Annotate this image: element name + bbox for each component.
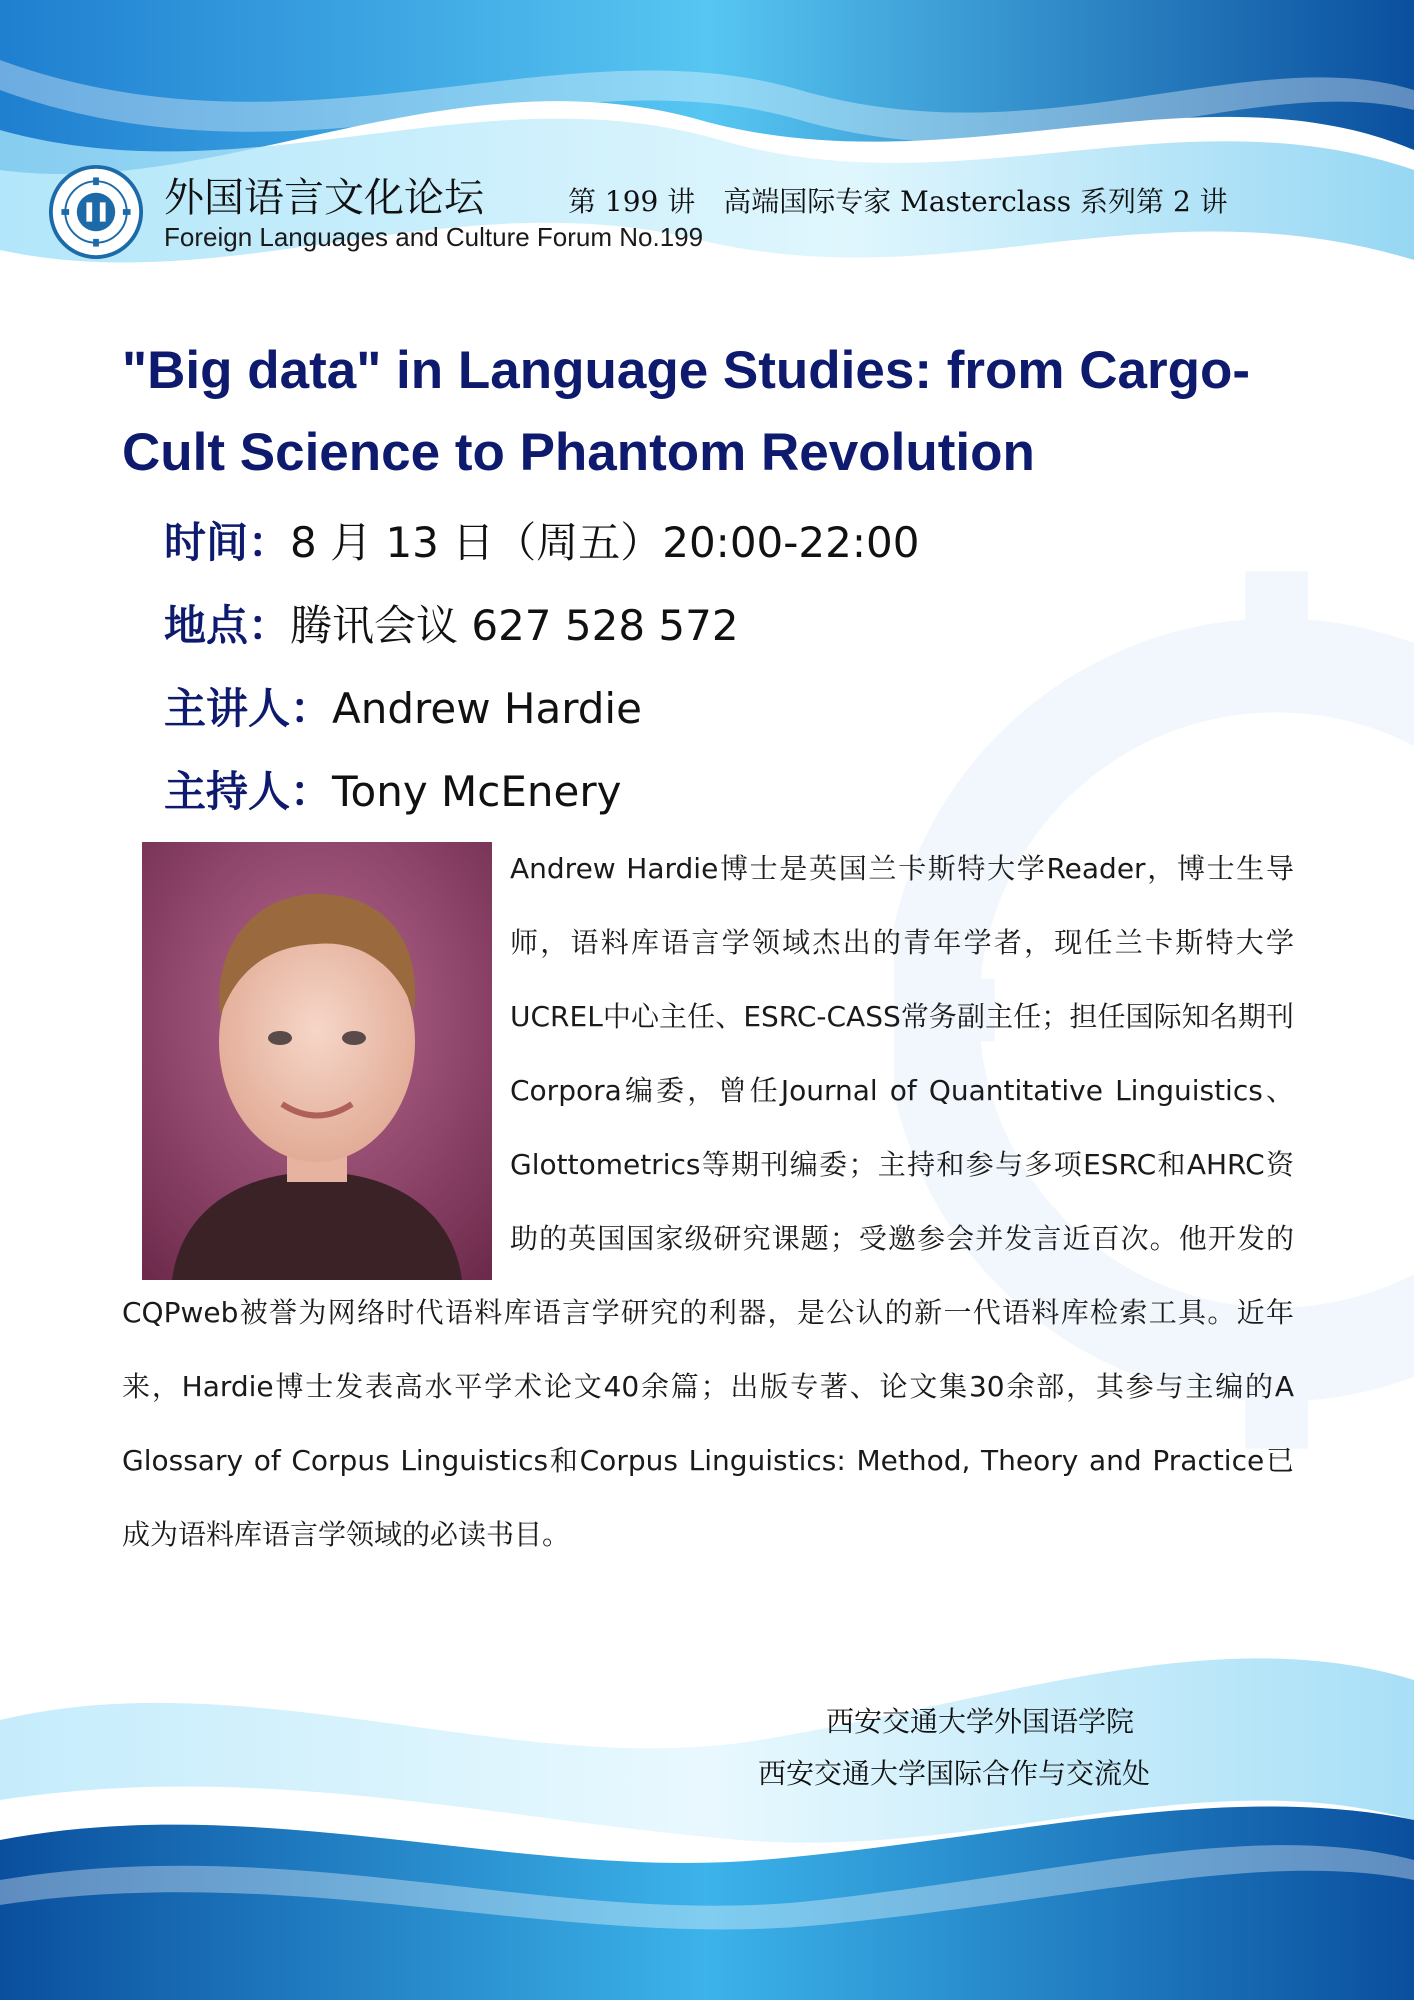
info-host: [164, 759, 622, 819]
university-seal-icon: [48, 164, 144, 260]
forum-name-en: Foreign Languages and Culture Forum No.199: [164, 222, 704, 252]
place-value: 腾讯会议 627 528 572: [290, 601, 739, 650]
organizer-1: 西安交通大学外国语学院: [826, 1705, 1135, 1738]
organizer-2: 西安交通大学国际合作与交流处: [758, 1757, 1151, 1790]
speaker-label: 主讲人：: [164, 684, 333, 733]
lecture-info: 第 199 讲 高端国际专家 Masterclass 系列第 2 讲: [568, 185, 1228, 218]
photo-spacer: [122, 832, 510, 1276]
host-value: Tony McEnery: [332, 767, 622, 816]
forum-name-cn: 外国语言文化论坛: [164, 175, 484, 221]
time-label: 时间：: [164, 518, 291, 567]
time-value: 8 月 13 日（周五）20:00-22:00: [290, 518, 920, 567]
host-label: 主持人：: [164, 767, 333, 816]
lecture-title: "Big data" in Language Studies: from Cargo-Cult Science to Phantom Revolution: [122, 341, 1250, 482]
info-place: [164, 593, 739, 653]
speaker-value: Andrew Hardie: [332, 684, 642, 733]
info-time: [164, 510, 919, 570]
info-speaker: [164, 676, 642, 736]
place-label: 地点：: [164, 601, 291, 650]
speaker-bio: [122, 832, 1294, 1572]
bio-text: Andrew Hardie博士是英国兰卡斯特大学Reader，博士生导师，语料库语言学领域杰出的青年学者，现任兰卡斯特大学UCREL中心主任、ESRC-CASS常务副主任；担任国际知名期刊Corpora编委，曾任Journal of Quantitative Linguistics、Glottometrics等期刊编委；主持和参与多项ESRC和AHRC资助的英国国家级研究课题；受邀参会并发言近百次。他开发的CQPweb被誉为网络时代语料库语言学研究的利器，是公认的新一代语料库检索工具。近年来，Hardie博士发表高水平学术论文40余篇；出版专著、论文集30余部，其参与主编的A Glossary of Corpus Linguistics和Corpus Linguistics: Method, Theory and Practice已成为语料库语言学领域的必读书目。: [122, 852, 1294, 1551]
forum-header: [48, 160, 1368, 260]
